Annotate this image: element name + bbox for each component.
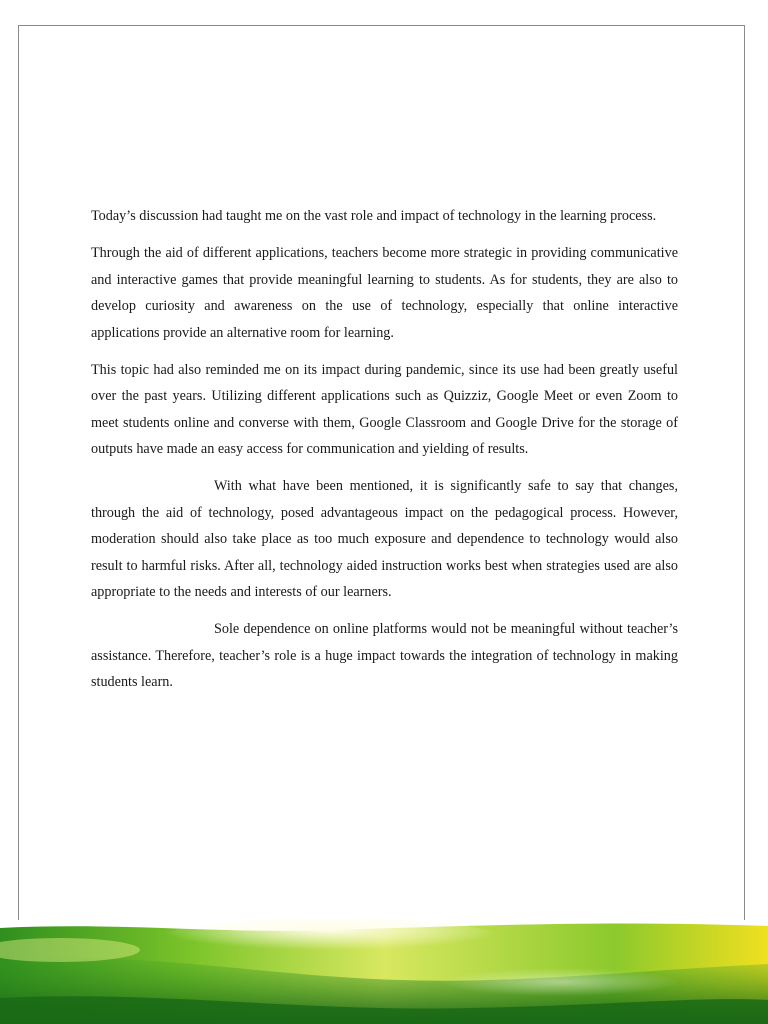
- document-body: [91, 203, 678, 706]
- paragraph-5: Sole dependence on online platforms would not be meaningful without teacher’s assistance. Therefore, teacher’s role is a huge impact towards the integration of technology in making students learn.: [91, 621, 678, 690]
- paragraph-3: This topic had also reminded me on its impact during pandemic, since its use had been greatly useful over the past years. Utilizing different applications such as Quizziz, Google Meet or even Zoom to meet students online and converse with them, Google Classroom and Google Drive for the storage of outputs have made an easy access for communication and yielding of results.: [91, 361, 678, 457]
- green-wave-graphic: [0, 920, 768, 1024]
- paragraph-2: Through the aid of different applications, teachers become more strategic in providing communicative and interactive games that provide meaningful learning to students. As for students, they are also to develop curiosity and awareness on the use of technology, especially that online interactive applications provide an alternative room for learning.: [91, 245, 678, 341]
- decorative-footer-banner: [0, 920, 768, 1024]
- paragraph-4: With what have been mentioned, it is significantly safe to say that changes, through the aid of technology, posed advantageous impact on the pedagogical process. However, moderation should also take place as too much exposure and dependence to technology would also result to harmful risks. After all, technology aided instruction works best when strategies used are also appropriate to the needs and interests of our learners.: [91, 478, 678, 600]
- paragraph-1: Today’s discussion had taught me on the vast role and impact of technology in the learning process.: [91, 208, 657, 224]
